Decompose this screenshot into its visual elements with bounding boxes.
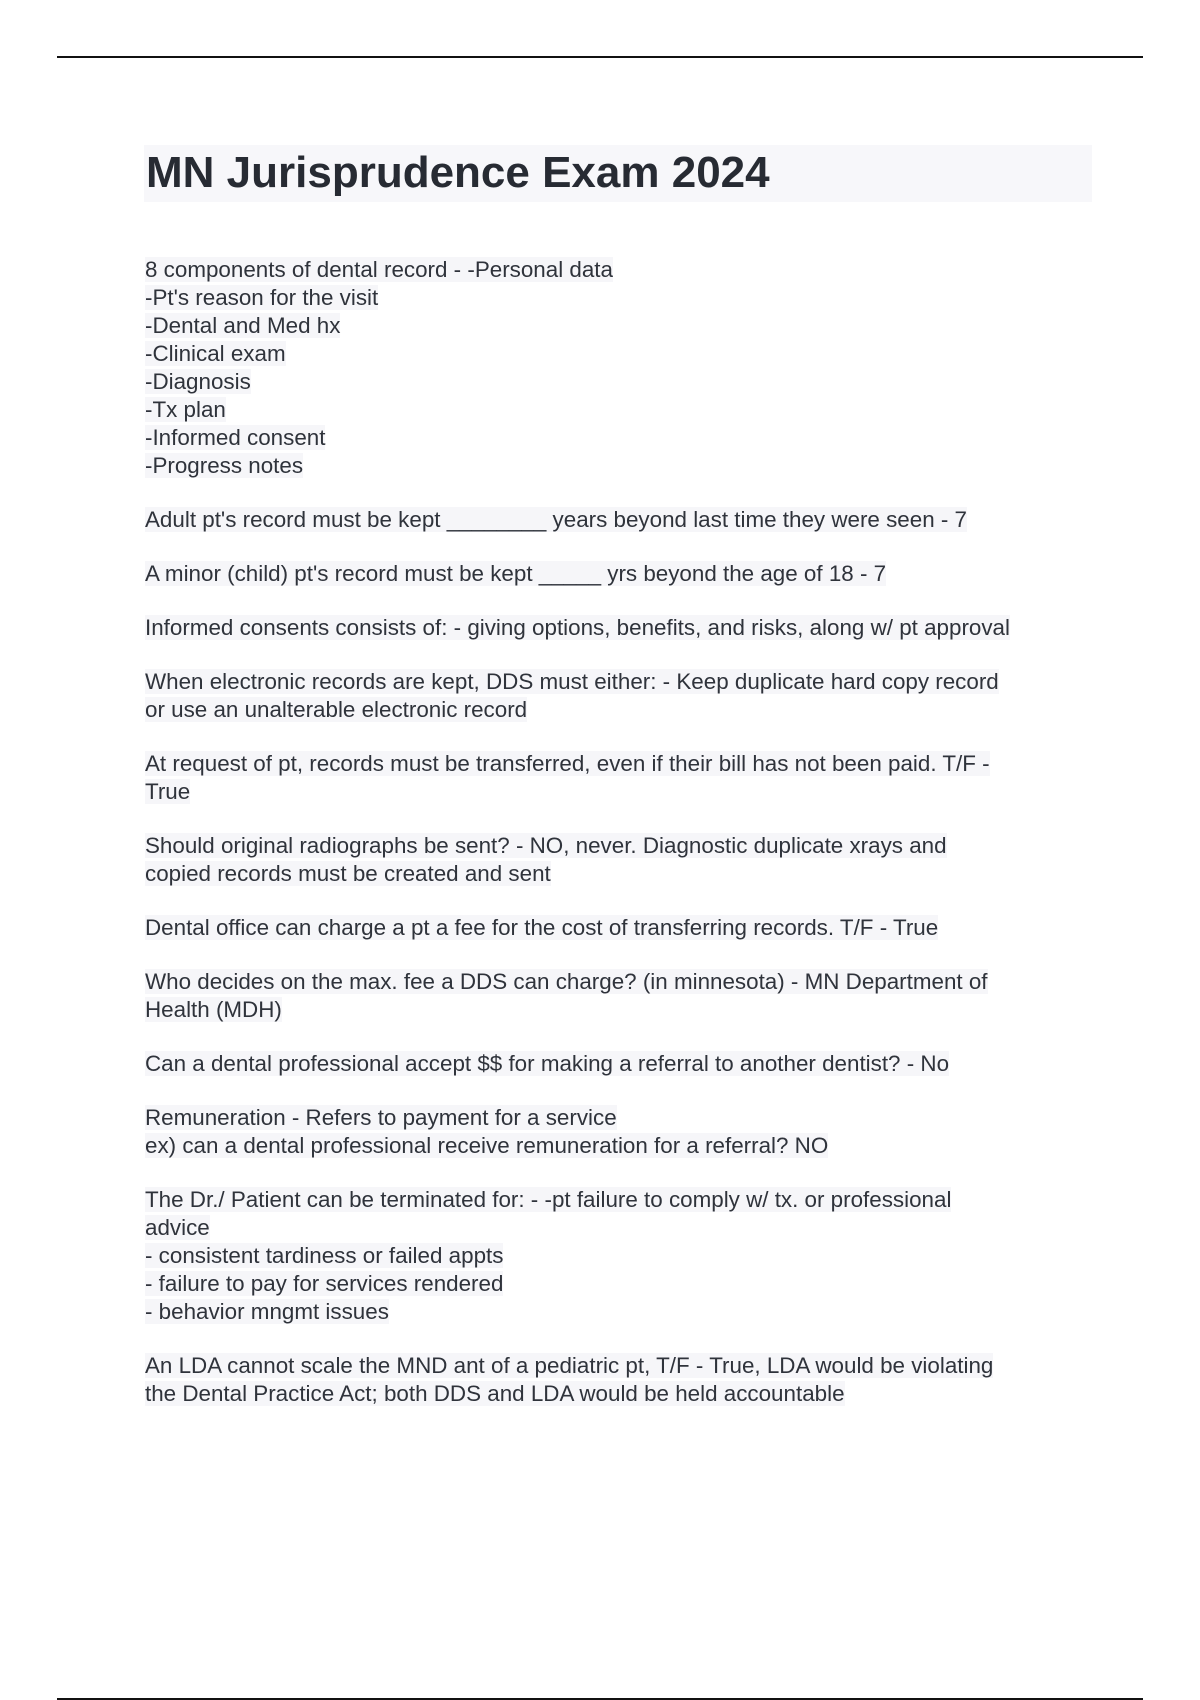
entry-line: - consistent tardiness or failed appts (145, 1243, 504, 1268)
entry-line: copied records must be created and sent (145, 861, 551, 886)
entry-line: the Dental Practice Act; both DDS and LDA would be held accountable (145, 1381, 845, 1406)
entry-line: -Tx plan (145, 397, 226, 422)
entry-line: - failure to pay for services rendered (145, 1271, 504, 1296)
entry-line: Dental office can charge a pt a fee for the cost of transferring records. T/F - True (145, 915, 939, 940)
entry-line: Health (MDH) (145, 997, 282, 1022)
entry-line: ex) can a dental professional receive remuneration for a referral? NO (145, 1133, 829, 1158)
qa-entry (145, 1352, 1100, 1408)
entry-line: -Diagnosis (145, 369, 251, 394)
qa-entry (145, 1104, 1100, 1160)
entry-line: Can a dental professional accept $$ for making a referral to another dentist? - No (145, 1051, 950, 1076)
top-rule (57, 56, 1143, 58)
entry-line: Who decides on the max. fee a DDS can charge? (in minnesota) - MN Department of (145, 969, 988, 994)
qa-entry (145, 614, 1100, 642)
qa-entry (145, 914, 1100, 942)
entry-line: advice (145, 1215, 210, 1240)
entry-line: Adult pt's record must be kept ________ years beyond last time they were seen - 7 (145, 507, 967, 532)
entry-line: -Pt's reason for the visit (145, 285, 379, 310)
qa-entry (145, 256, 1100, 480)
entry-line: True (145, 779, 191, 804)
qa-entry (145, 1050, 1100, 1078)
document-title: MN Jurisprudence Exam 2024 (146, 148, 770, 197)
qa-entry (145, 968, 1100, 1024)
entry-line: -Clinical exam (145, 341, 286, 366)
title-block (144, 145, 1092, 202)
qa-list (145, 256, 1100, 1434)
entry-line: When electronic records are kept, DDS must either: - Keep duplicate hard copy record (145, 669, 999, 694)
entry-line: -Dental and Med hx (145, 313, 341, 338)
qa-entry (145, 668, 1100, 724)
entry-line: A minor (child) pt's record must be kept _____ yrs beyond the age of 18 - 7 (145, 561, 887, 586)
entry-line: An LDA cannot scale the MND ant of a pediatric pt, T/F - True, LDA would be violating (145, 1353, 994, 1378)
qa-entry (145, 506, 1100, 534)
entry-line: The Dr./ Patient can be terminated for: - -pt failure to comply w/ tx. or professional (145, 1187, 952, 1212)
entry-line: or use an unalterable electronic record (145, 697, 528, 722)
entry-line: -Progress notes (145, 453, 304, 478)
entry-line: Remuneration - Refers to payment for a service (145, 1105, 617, 1130)
entry-line: - behavior mngmt issues (145, 1299, 389, 1324)
entry-line: At request of pt, records must be transferred, even if their bill has not been paid. T/F - (145, 751, 990, 776)
entry-line: 8 components of dental record - -Personal data (145, 257, 613, 282)
entry-line: Should original radiographs be sent? - NO, never. Diagnostic duplicate xrays and (145, 833, 947, 858)
entry-line: -Informed consent (145, 425, 326, 450)
entry-line: Informed consents consists of: - giving options, benefits, and risks, along w/ pt approval (145, 615, 1010, 640)
qa-entry (145, 560, 1100, 588)
qa-entry (145, 832, 1100, 888)
qa-entry (145, 1186, 1100, 1326)
qa-entry (145, 750, 1100, 806)
